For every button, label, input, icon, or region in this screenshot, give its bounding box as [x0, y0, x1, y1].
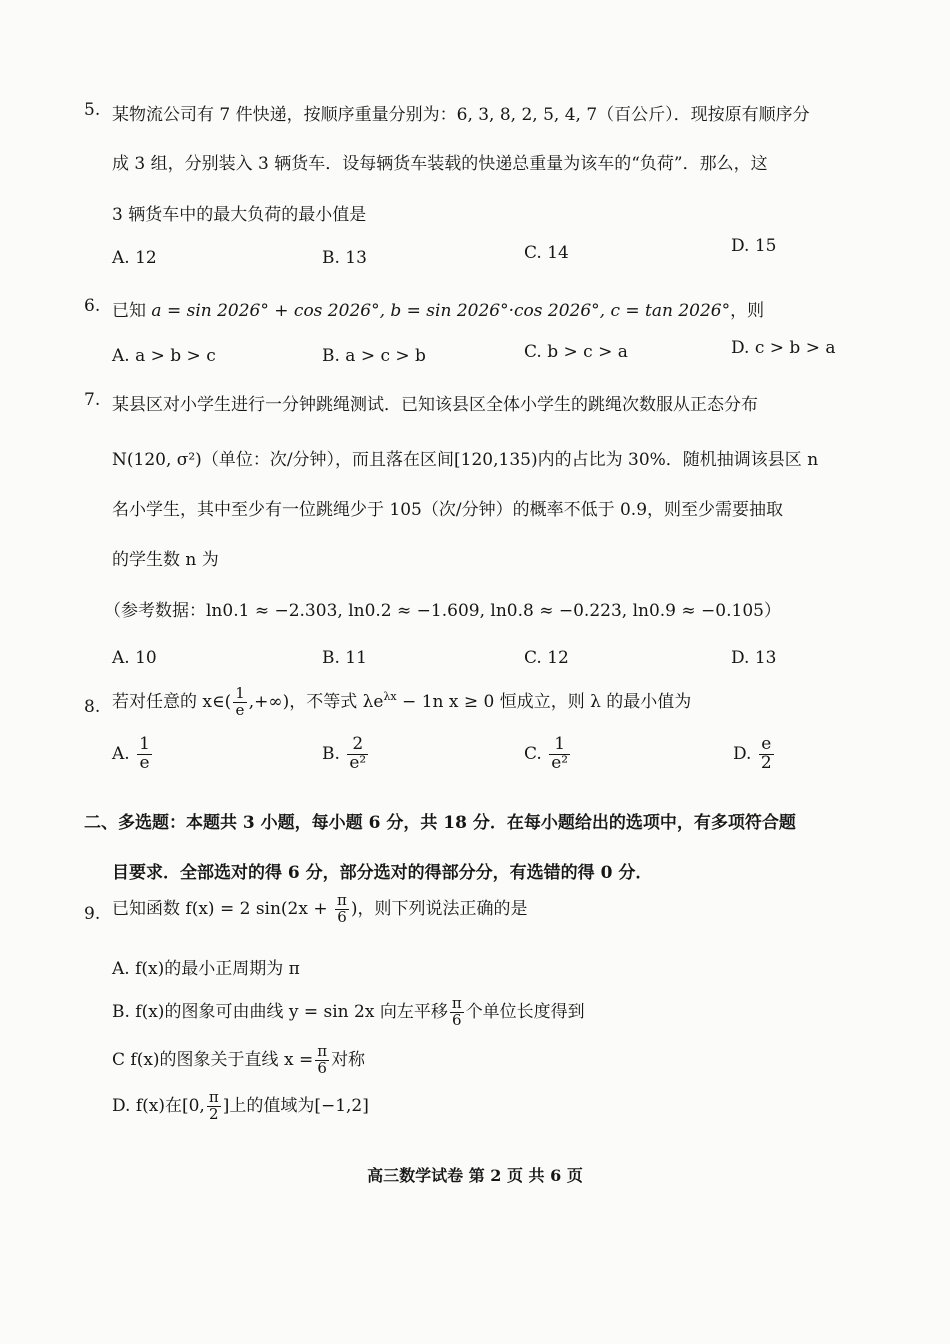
question-9-option-a: A. f(x)的最小正周期为 π: [112, 959, 300, 979]
question-9-stem-suffix: )，则下列说法正确的是: [350, 898, 528, 919]
question-9-stem: [112, 893, 528, 926]
fraction-numerator: π: [208, 1088, 219, 1106]
question-7-option-d: D. 13: [731, 648, 777, 668]
option-fraction: [549, 736, 570, 773]
fraction-numerator: 1: [235, 684, 245, 702]
question-5-option-d: D. 15: [731, 236, 777, 256]
question-8-option-b: [322, 736, 370, 773]
question-6-option-a: A. a > b > c: [112, 346, 216, 366]
option-fraction: [347, 736, 368, 773]
fraction-numerator: 1: [139, 734, 150, 754]
question-9-stem-prefix: 已知函数 f(x) = 2 sin(2x +: [112, 898, 334, 919]
question-8-stem-suffix: − 1n x ≥ 0 恒成立，则 λ 的最小值为: [396, 691, 692, 712]
option-label: A.: [112, 743, 130, 764]
question-9-option-b: [112, 996, 585, 1029]
fraction-denominator: e²: [551, 752, 569, 773]
question-8-option-c: [524, 736, 572, 773]
fraction-denominator: e²: [349, 752, 367, 773]
question-8-exponent: λx: [383, 690, 397, 704]
question-5-option-a: A. 12: [112, 248, 157, 268]
question-9-option-d: [112, 1090, 369, 1123]
page-footer: 高三数学试卷 第 2 页 共 6 页: [367, 1166, 583, 1185]
question-7-line-1: 某县区对小学生进行一分钟跳绳测试．已知该县区全体小学生的跳绳次数服从正态分布: [112, 395, 758, 415]
question-8-option-a: [112, 736, 154, 773]
option-b-text-end: 个单位长度得到: [465, 1001, 585, 1022]
option-b-fraction: [450, 996, 464, 1029]
option-c-fraction: [315, 1044, 329, 1077]
option-d-text-start: D. f(x)在[0,: [112, 1095, 205, 1116]
question-8-interval-fraction: [233, 686, 247, 719]
question-7-number: 7.: [84, 390, 101, 410]
question-6-formula: a = sin 2026° + cos 2026°, b = sin 2026°·cos 2026°, c = tan 2026°: [151, 301, 731, 321]
question-7-option-a: A. 10: [112, 648, 157, 668]
question-6-stem-suffix: ，则: [730, 301, 765, 321]
option-fraction: [137, 736, 152, 773]
question-9-phase-fraction: [335, 893, 349, 926]
option-d-fraction: [207, 1090, 221, 1123]
fraction-denominator: 6: [315, 1060, 329, 1077]
fraction-numerator: e: [761, 734, 772, 754]
question-7-line-4: 的学生数 n 为: [112, 550, 219, 570]
question-5-option-b: B. 13: [322, 248, 367, 268]
fraction-denominator: 2: [760, 752, 772, 773]
option-label: C.: [524, 743, 542, 764]
question-8-stem-middle: ,+∞)，不等式 λe: [248, 691, 384, 712]
question-8-number: 8.: [84, 697, 101, 717]
fraction-numerator: 1: [554, 734, 566, 754]
question-5-line-2: 成 3 组，分别装入 3 辆货车．设每辆货车装载的快递总重量为该车的“负荷”．那么，这: [112, 154, 768, 174]
fraction-numerator: π: [317, 1042, 328, 1060]
fraction-numerator: π: [451, 994, 462, 1012]
question-5-number: 5.: [84, 100, 101, 120]
option-b-text-start: B. f(x)的图象可由曲线 y = sin 2x 向左平移: [112, 1001, 448, 1022]
fraction-denominator: e: [233, 702, 247, 719]
fraction-denominator: 2: [207, 1106, 221, 1123]
option-c-text-start: C f(x)的图象关于直线 x =: [112, 1049, 314, 1070]
question-7-reference-data: （参考数据：ln0.1 ≈ −2.303, ln0.2 ≈ −1.609, ln0.8 ≈ −0.223, ln0.9 ≈ −0.105）: [104, 601, 781, 621]
question-9-number: 9.: [84, 904, 101, 924]
question-6-number: 6.: [84, 296, 101, 316]
question-6-stem: [112, 296, 764, 321]
question-6-option-c: C. b > c > a: [524, 342, 628, 362]
option-fraction: [759, 736, 774, 773]
option-label: D.: [733, 743, 752, 764]
question-6-stem-prefix: 已知: [112, 301, 152, 321]
fraction-numerator: π: [337, 891, 347, 909]
question-9-option-c: [112, 1044, 365, 1077]
option-c-text-end: 对称: [331, 1049, 366, 1070]
question-5-option-c: C. 14: [524, 243, 569, 263]
option-label: B.: [322, 743, 340, 764]
question-8-stem: [112, 686, 691, 719]
question-5-line-3: 3 辆货车中的最大负荷的最小值是: [112, 205, 367, 225]
question-7-line-3: 名小学生，其中至少有一位跳绳少于 105（次/分钟）的概率不低于 0.9，则至少需要抽取: [112, 500, 784, 520]
fraction-denominator: 6: [450, 1012, 464, 1029]
option-d-text-end: ]上的值域为[−1,2]: [222, 1095, 369, 1116]
fraction-denominator: 6: [335, 909, 349, 926]
question-6-option-b: B. a > c > b: [322, 346, 426, 366]
question-8-stem-prefix: 若对任意的 x∈(: [112, 691, 232, 712]
fraction-numerator: 2: [352, 734, 364, 754]
section-2-heading-line-1: 二、多选题：本题共 3 小题，每小题 6 分，共 18 分．在每小题给出的选项中，有多项符合题: [84, 813, 796, 833]
question-7-option-b: B. 11: [322, 648, 367, 668]
section-2-heading-line-2: 目要求．全部选对的得 6 分，部分选对的得部分分，有选错的得 0 分．: [112, 863, 653, 883]
question-7-option-c: C. 12: [524, 648, 569, 668]
question-8-option-d: [733, 736, 776, 773]
question-5-line-1: 某物流公司有 7 件快递，按顺序重量分别为：6, 3, 8, 2, 5, 4, 7（百公斤）．现按原有顺序分: [112, 105, 810, 125]
question-6-option-d: D. c > b > a: [731, 338, 836, 358]
question-7-line-2: N(120, σ²)（单位：次/分钟），而且落在区间[120,135)内的占比为 30%．随机抽调该县区 n: [112, 450, 819, 470]
fraction-denominator: e: [137, 754, 152, 773]
